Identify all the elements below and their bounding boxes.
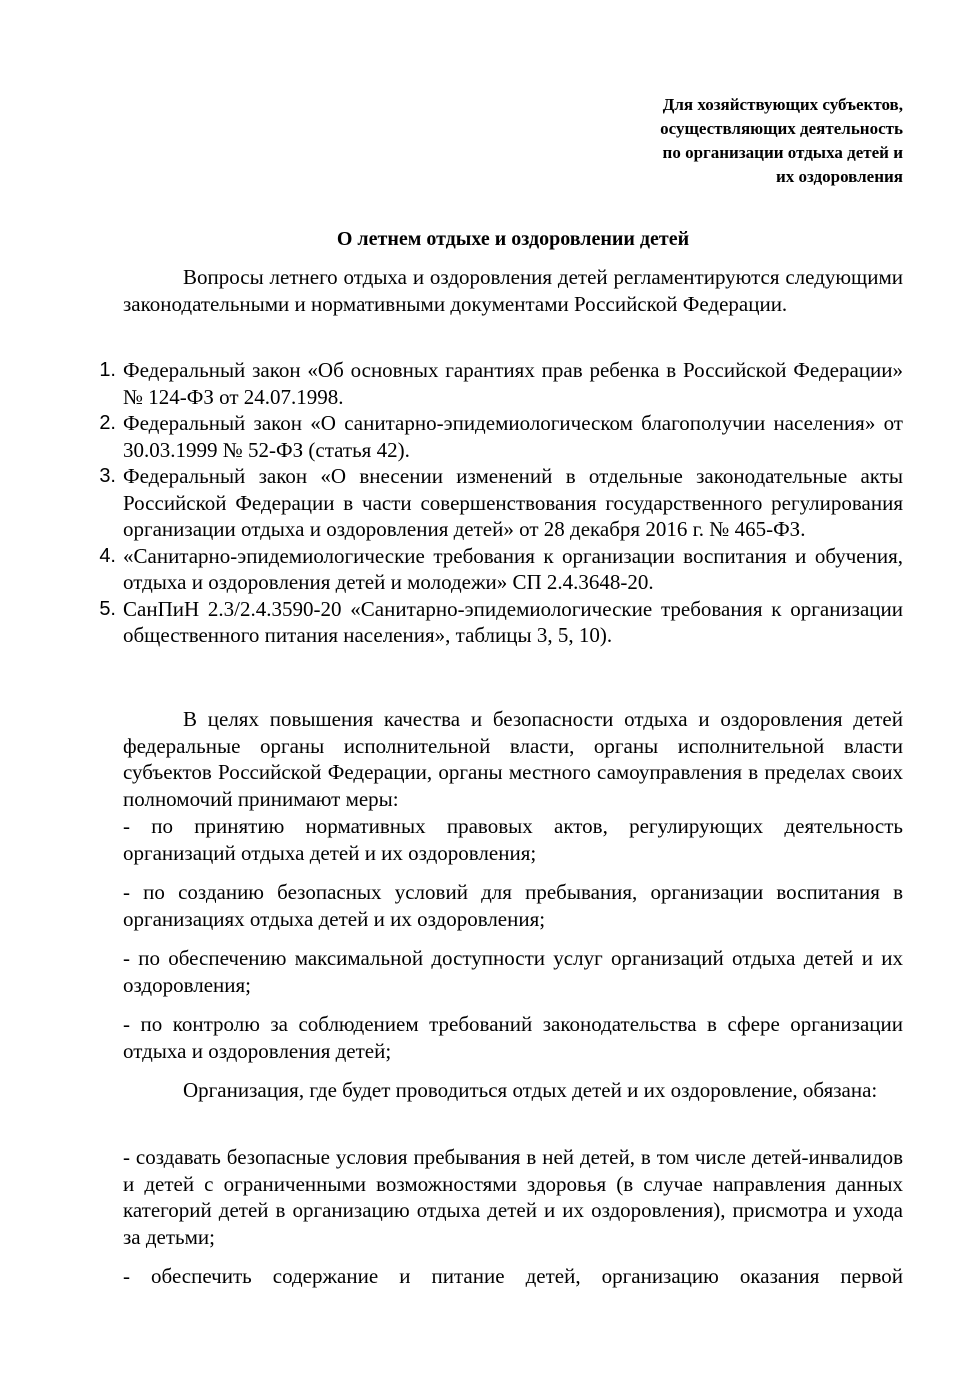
measure-item: - по обеспечению максимальной доступности услуг организаций отдыха детей и их оздоровления; xyxy=(123,946,903,997)
addressee-line: Для хозяйствующих субъектов, xyxy=(662,95,903,114)
law-text: Федеральный закон «О санитарно-эпидемиологическом благополучии населения» от 30.03.1999 № 52-ФЗ (статья 42). xyxy=(123,411,903,462)
law-text: СанПиН 2.3/2.4.3590-20 «Санитарно-эпидемиологические требования к организации общественного питания населения», таблицы 3, 5, 10). xyxy=(123,596,903,647)
addressee-line: их оздоровления xyxy=(775,167,903,186)
law-item xyxy=(99,463,903,543)
measure-item: - по созданию безопасных условий для пребывания, организации воспитания в организациях отдыха детей и их оздоровления; xyxy=(123,880,903,931)
law-number: 1. xyxy=(99,359,116,381)
law-item xyxy=(99,596,903,649)
obligation-item: - обеспечить содержание и питание детей, организацию оказания первой xyxy=(123,1264,903,1288)
law-number: 5. xyxy=(99,597,116,620)
law-item xyxy=(99,357,903,410)
law-number: 4. xyxy=(99,544,116,567)
measure-item: - по принятию нормативных правовых актов, регулирующих деятельность организаций отдыха детей и их оздоровления; xyxy=(123,814,903,865)
addressee-line: осуществляющих деятельность xyxy=(660,119,903,138)
law-text: Федеральный закон «Об основных гарантиях прав ребенка в Российской Федерации» № 124-ФЗ от 24.07.1998. xyxy=(123,358,903,409)
document-title: О летнем отдыхе и оздоровлении детей xyxy=(336,228,690,250)
law-text: «Санитарно-эпидемиологические требования к организации воспитания и обучения, отдыха и оздоровления детей и молодежи» СП 2.4.3648-20. xyxy=(123,543,903,594)
law-item xyxy=(99,410,903,463)
obligations-list xyxy=(123,1144,903,1303)
obligation-item: - создавать безопасные условия пребывания в ней детей, в том числе детей-инвалидов и детей с ограниченными возможностями здоровья (в случае направления данных категорий детей в организацию отдыха детей и их оздоровления), присмотра и ухода за детьми; xyxy=(123,1145,903,1249)
measures-intro-paragraph: В целях повышения качества и безопасности отдыха и оздоровления детей федеральные органы исполнительной власти, органы исполнительной власти субъектов Российской Федерации, органы местного самоуправления в пределах своих полномочий принимают меры: xyxy=(123,707,903,811)
law-number: 2. xyxy=(99,412,116,434)
laws-list xyxy=(99,357,903,649)
law-item xyxy=(99,543,903,596)
intro-paragraph: Вопросы летнего отдыха и оздоровления детей регламентируются следующими законодательными и нормативными документами Российской Федерации. xyxy=(123,265,903,316)
addressee-line: по организации отдыха детей и xyxy=(662,143,903,162)
addressee-block xyxy=(603,93,903,189)
obligations-intro-paragraph: Организация, где будет проводиться отдых детей и их оздоровление, обязана: xyxy=(183,1078,878,1102)
measures-list xyxy=(123,813,903,1077)
law-number: 3. xyxy=(99,465,116,487)
law-text: Федеральный закон «О внесении изменений в отдельные законодательные акты Российской Федерации в части совершенствования государственного регулирования организации отдыха и оздоровления детей» от 28 декабря 2016 г. № 465-ФЗ. xyxy=(123,464,903,541)
measure-item: - по контролю за соблюдением требований законодательства в сфере организации отдыха и оздоровления детей; xyxy=(123,1012,903,1063)
